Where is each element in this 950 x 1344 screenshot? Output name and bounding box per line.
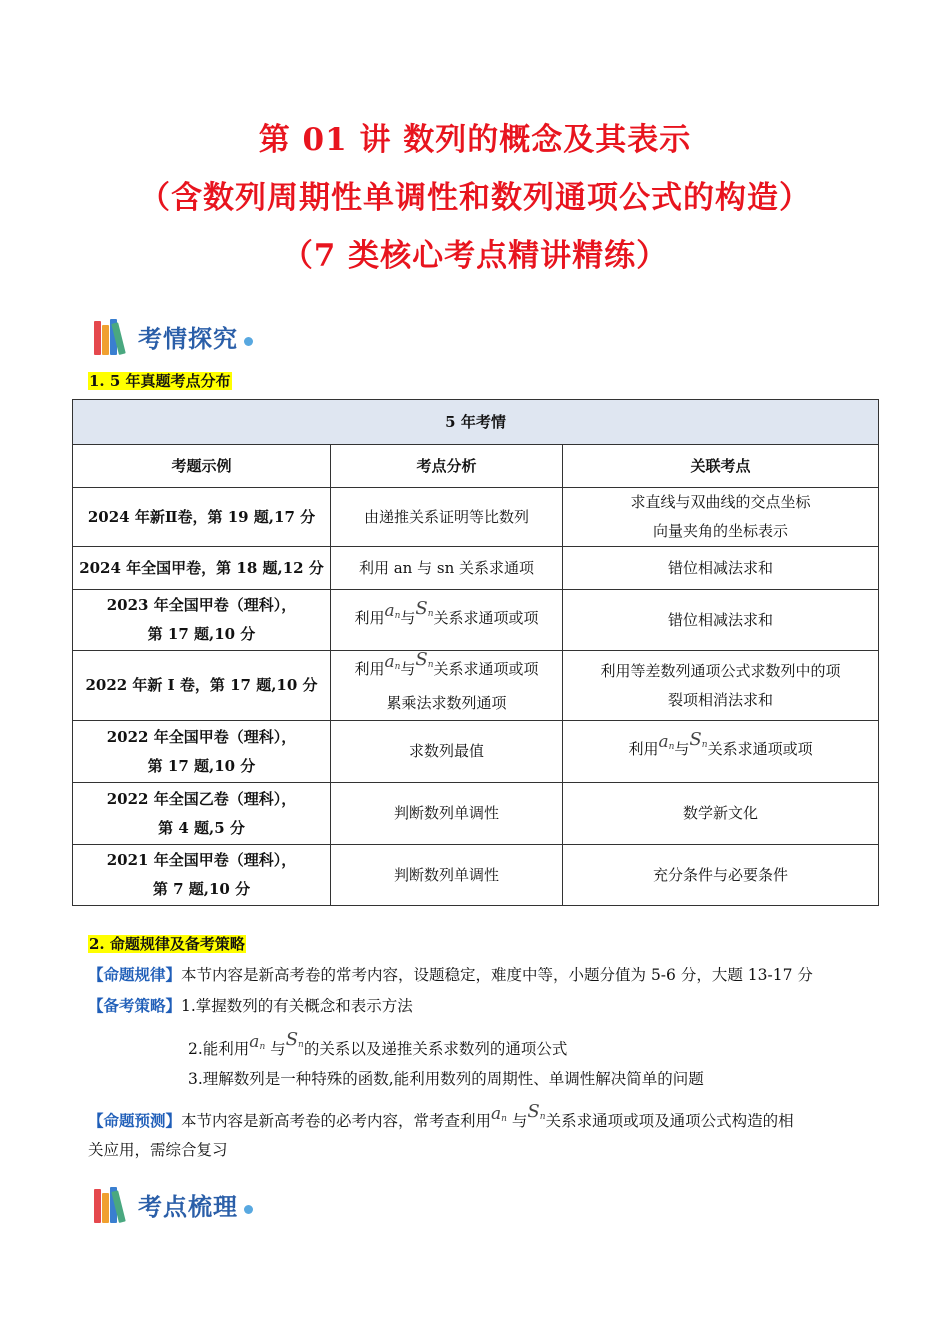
table-row: 2022 年新 I 卷，第 17 题,10 分 利用$a_n$与$S_n$关系求通项或项 累乘法求数列通项 利用等差数列通项公式求数列中的项 裂项相消法求和 <box>73 651 879 721</box>
dot-icon <box>244 1205 253 1214</box>
table-header: 考点分析 <box>331 445 563 488</box>
table-caption: 5 年考情 <box>73 400 879 445</box>
forecast-paragraph: 【命题预测】本节内容是新高考卷的必考内容，常考查利用$a_n$ 与$S_n$关系求通项或项及通项公式构造的相 <box>88 1101 794 1130</box>
section-title: 考情探究 <box>138 324 238 353</box>
books-icon <box>92 317 132 355</box>
rule-paragraph: 【命题规律】本节内容是新高考卷的常考内容，设题稳定，难度中等，小题分值为 5-6 分，大题 13-17 分 <box>88 965 813 984</box>
strategy-item-3: 3.理解数列是一种特殊的函数,能利用数列的周期性、单调性解决简单的问题 <box>188 1070 704 1088</box>
books-icon <box>92 1185 132 1223</box>
page-subtitle-2: （7 类核心考点精讲精练） <box>281 238 669 274</box>
section-title: 考点梳理 <box>138 1192 238 1221</box>
dot-icon <box>244 337 253 346</box>
table-row: 2023 年全国甲卷（理科）， 第 17 题,10 分 利用$a_n$与$S_n$关系求通项或项 错位相减法求和 <box>73 590 879 651</box>
table-header: 关联考点 <box>563 445 879 488</box>
table-row: 2024 年新Ⅱ卷，第 19 题,17 分 由递推关系证明等比数列 求直线与双曲线的交点坐标 向量夹角的坐标表示 <box>73 488 879 547</box>
part1-heading: 1. 5 年真题考点分布 <box>89 372 231 390</box>
page-title: 第 01 讲 数列的概念及其表示 <box>258 122 692 158</box>
table-header: 考题示例 <box>73 445 331 488</box>
section-header-key-points <box>92 1184 253 1224</box>
strategy-paragraph: 【备考策略】1.掌握数列的有关概念和表示方法 <box>88 996 413 1015</box>
table-row: 2024 年全国甲卷，第 18 题,12 分 利用 an 与 sn 关系求通项 错位相减法求和 <box>73 547 879 590</box>
forecast-paragraph-line2: 关应用，需综合复习 <box>88 1141 228 1159</box>
exam-table <box>72 399 879 906</box>
section-header-exam-analysis <box>92 316 253 356</box>
part2-heading: 2. 命题规律及备考策略 <box>89 935 245 953</box>
page-subtitle: （含数列周期性单调性和数列通项公式的构造） <box>139 180 811 216</box>
table-row: 2022 年全国乙卷（理科）， 第 4 题,5 分 判断数列单调性 数学新文化 <box>73 783 879 845</box>
table-row: 2022 年全国甲卷（理科）， 第 17 题,10 分 求数列最值 利用$a_n$与$S_n$关系求通项或项 <box>73 721 879 783</box>
strategy-item-2: 2.能利用$a_n$ 与$S_n$的关系以及递推关系求数列的通项公式 <box>188 1029 568 1058</box>
table-row: 2021 年全国甲卷（理科）， 第 7 题,10 分 判断数列单调性 充分条件与必要条件 <box>73 845 879 906</box>
